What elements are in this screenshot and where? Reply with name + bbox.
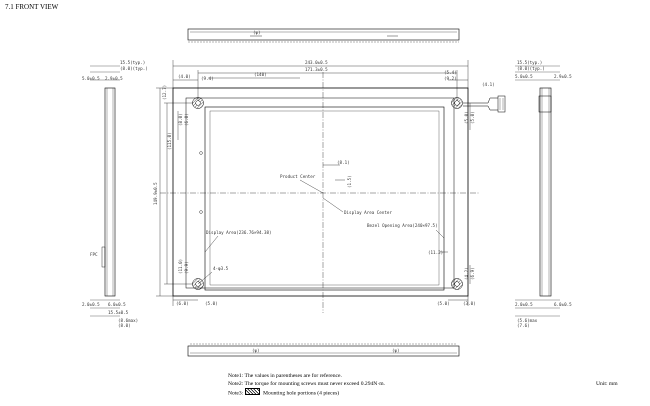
left-side-view <box>90 66 120 316</box>
notes-block <box>228 372 385 398</box>
side-right-tol: 5.0±0.5 <box>515 74 533 79</box>
dim-tl-inner: (9.4) <box>201 76 214 81</box>
dim-br-2: (3.0) <box>463 301 476 306</box>
side-right-bot4: (7.6) <box>517 323 530 328</box>
dim-left-a: (12.7) <box>162 84 167 100</box>
side-left-bot5: (8.0) <box>118 323 131 328</box>
side-left-top2: (8.0)(typ.) <box>120 66 148 71</box>
side-left-top: 15.5(typ.) <box>120 60 146 65</box>
dim-right-d: (6.9) <box>470 267 475 280</box>
side-right-top: 15.5(typ.) <box>517 60 543 65</box>
note-3-text: Mounting hole portions (4 pieces) <box>263 390 340 397</box>
right-side-view <box>515 66 560 316</box>
side-right-bot3: (5.6)max <box>517 318 538 323</box>
side-pins <box>200 152 203 214</box>
dim-bl-2: (5.0) <box>205 301 218 306</box>
bottom-view-mark-left: (ψ) <box>252 348 260 353</box>
center-lines <box>160 72 480 313</box>
dim-left-b: (8.0) <box>178 113 183 126</box>
note-3-prefix: Note3: <box>228 390 244 397</box>
note-3 <box>228 388 385 398</box>
unit-label: Unit: mm <box>596 381 618 387</box>
side-left-bot: 2.0±0.5 <box>82 302 100 307</box>
dim-center: (140) <box>254 72 267 77</box>
label-pin: (11.2) <box>428 250 444 255</box>
side-left-tol2: 2.9±0.5 <box>105 76 123 81</box>
dim-tr-inner: (9.2) <box>444 76 457 81</box>
bottom-edge-view <box>188 344 459 356</box>
dim-bottom-right: (5.0) <box>437 301 450 306</box>
top-dimensions <box>173 60 468 100</box>
dim-right-b: (5.0) <box>470 111 475 124</box>
label-product-center: Product Center <box>280 174 316 179</box>
dim-hole-pitch: 171.3±0.5 <box>305 67 328 72</box>
side-left-tol: 5.0±0.5 <box>82 76 100 81</box>
dim-left-d: (11.0) <box>178 258 183 274</box>
dim-tr-top: (5.4) <box>444 70 457 75</box>
panel-outline <box>173 88 468 296</box>
dim-tl-top: (4.0) <box>178 74 191 79</box>
side-right-bot2: 6.0±0.5 <box>554 302 572 307</box>
hatch-swatch-icon <box>245 388 260 395</box>
mounting-holes <box>193 98 463 290</box>
side-left-bot3: 15.5±0.5 <box>108 310 129 315</box>
side-left-bot2: 6.0±0.5 <box>108 302 126 307</box>
note-1: Note1: The values in parentheses are for reference. <box>228 373 342 379</box>
side-left-fpc: FPC <box>90 252 98 257</box>
label-hole: 4-φ3.5 <box>213 266 229 271</box>
label-display-center: Display Area Center <box>344 210 392 215</box>
label-display-area: Display Area(236.76×94.38) <box>206 230 272 235</box>
right-dimensions <box>440 103 470 284</box>
top-edge-view <box>188 29 459 42</box>
dim-bottom-left: (6.0) <box>176 301 189 306</box>
dim-right-a: (5.0) <box>464 111 469 124</box>
center-v1: (8.1) <box>337 160 350 165</box>
dim-left-e: (9.9) <box>184 261 189 274</box>
dim-height-overall: 149.9±0.5 <box>153 182 158 205</box>
dim-left-c: (6.0) <box>184 113 189 126</box>
bottom-view-mark-right: (ψ) <box>392 348 400 353</box>
fpc-connector <box>463 96 505 112</box>
side-right-tol2: 2.9±0.5 <box>554 74 572 79</box>
top-view-mark: (ψ) <box>253 30 261 35</box>
side-left-bot4: (8.6max) <box>118 318 139 323</box>
dim-height-body: (115.0) <box>167 132 172 150</box>
dim-right-c: (4.2) <box>464 267 469 280</box>
center-v2: (1.5) <box>347 175 352 188</box>
section-title: 7.1 FRONT VIEW <box>5 3 59 11</box>
side-right-bot: 2.0±0.5 <box>515 302 533 307</box>
label-bezel-opening: Bezel Opening Area(240×97.5) <box>367 223 438 228</box>
fpc-pitch-label: (4.1) <box>482 82 495 87</box>
side-right-top2: (8.0)(typ.) <box>517 66 545 71</box>
note-2: Note2: The torque for mounting screws must never exceed 0.294N·m. <box>228 381 385 387</box>
dim-width-overall: 243.0±0.5 <box>305 60 328 65</box>
